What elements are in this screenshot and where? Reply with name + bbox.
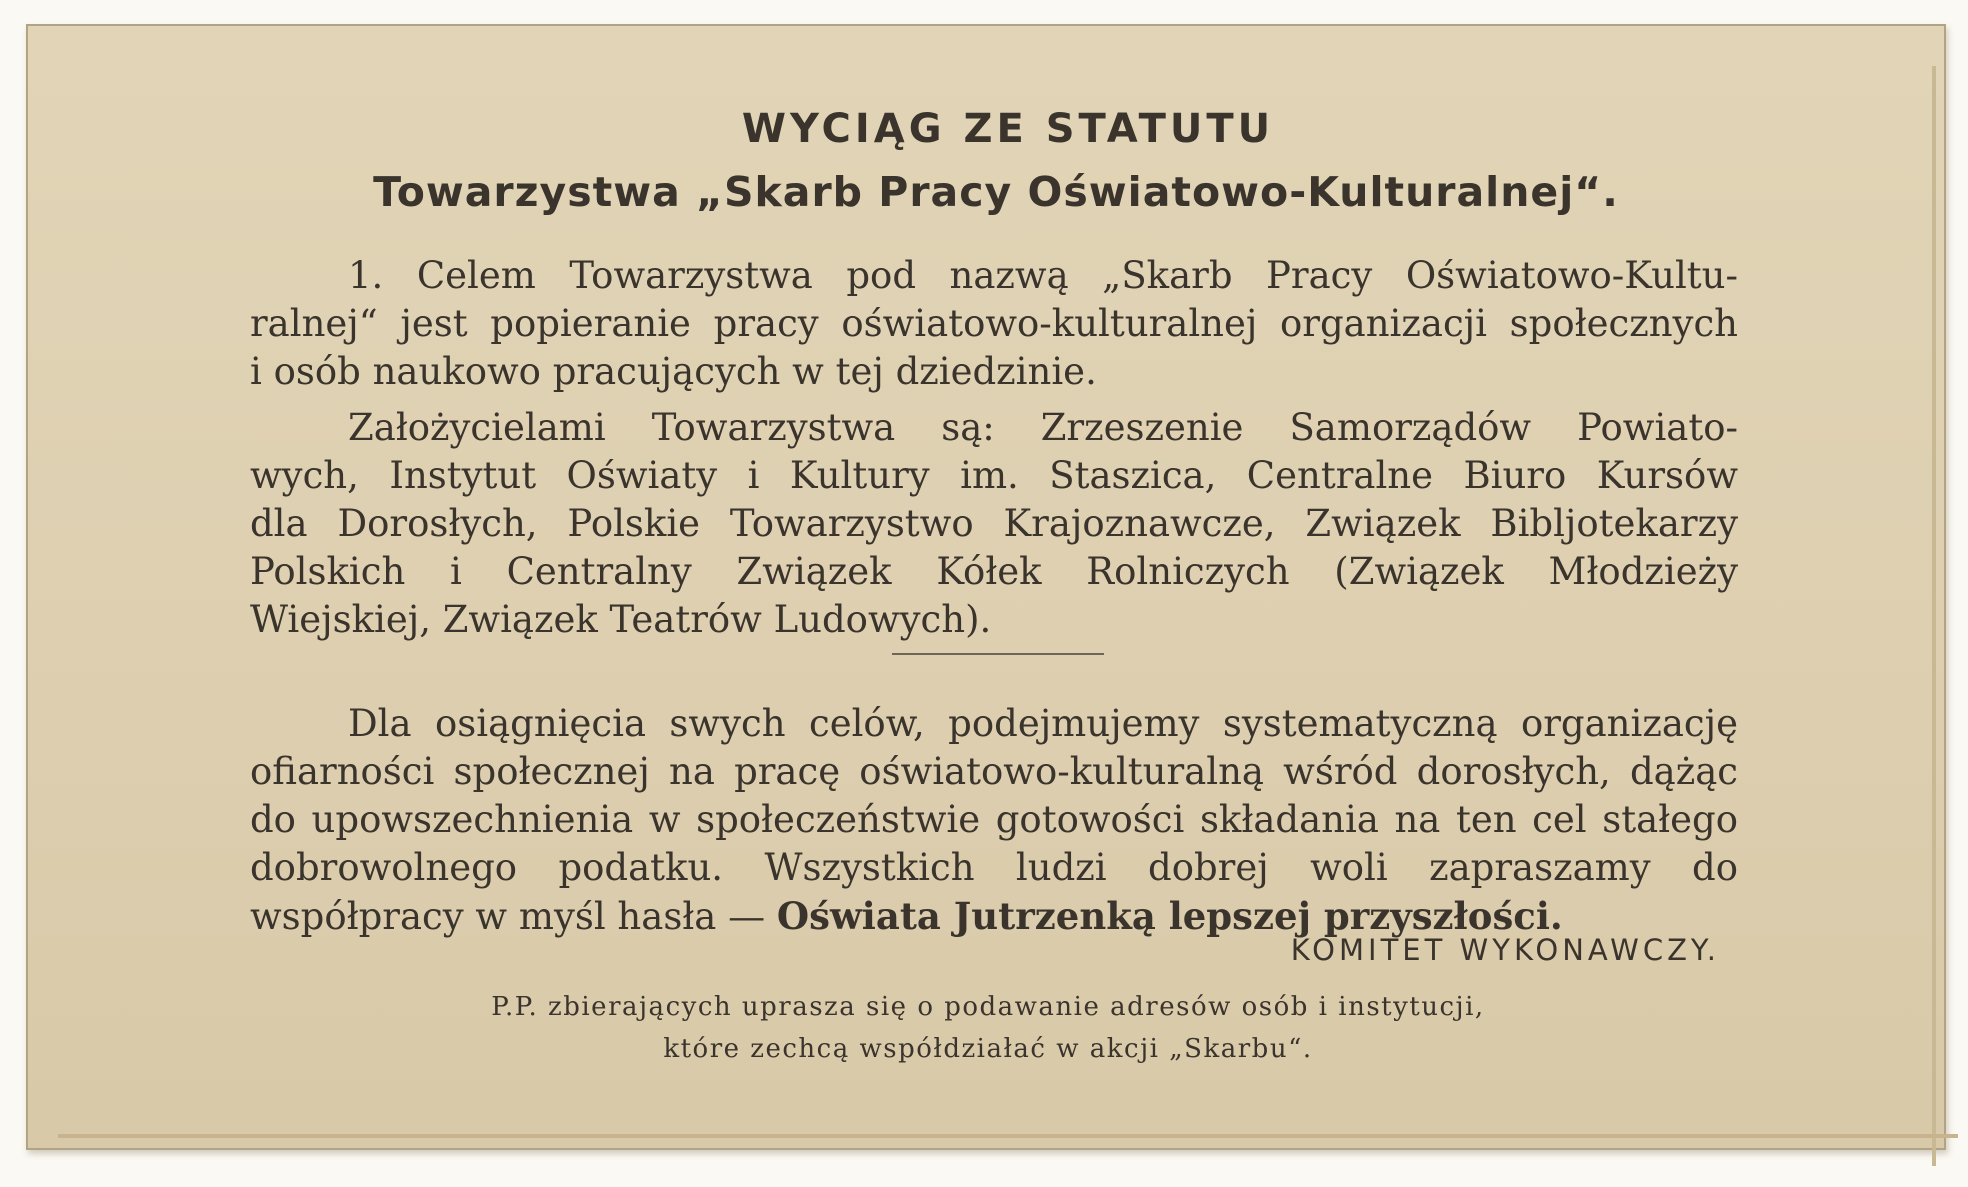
paragraph2-line5: Wiejskiej, Związek Teatrów Ludowych). (250, 598, 992, 641)
paragraph2-line2: wych, Instytut Oświaty i Kultury im. Staszica, Centralne Biuro Kursów (250, 454, 1738, 497)
paragraph1-line3: i osób naukowo pracujących w tej dziedzinie. (250, 350, 1097, 393)
paragraph3-line4: dobrowolnego podatku. Wszystkich ludzi dobrej woli zapraszamy do (250, 846, 1738, 889)
footnote-line1: P.P. zbierających uprasza się o podawanie adresów osób i instytucji, (491, 992, 1485, 1022)
document-content (28, 26, 1948, 1152)
document-subtitle: Towarzystwa „Skarb Pracy Oświatowo-Kulturalnej“. (373, 168, 1619, 216)
paragraph3-line5-text: współpracy w myśl hasła — (250, 895, 777, 938)
signature: KOMITET WYKONAWCZY. (1290, 933, 1720, 967)
motto: Oświata Jutrzenką lepszej przyszłości. (776, 894, 1563, 938)
paragraph1-line1: 1. Celem Towarzystwa pod nazwą „Skarb Pracy Oświatowo-Kultu- (348, 254, 1738, 297)
document-title: WYCIĄG ZE STATUTU (741, 106, 1275, 152)
paragraph3-line2: ofiarności społecznej na pracę oświatowo-kulturalną wśród dorosłych, dążąc (250, 750, 1738, 793)
paragraph2-line1: Założycielami Towarzystwa są: Zrzeszenie Samorządów Powiato- (348, 406, 1738, 449)
paragraph2-line4: Polskich i Centralny Związek Kółek Rolniczych (Związek Młodzieży (250, 550, 1738, 593)
paragraph3-line3: do upowszechnienia w społeczeństwie gotowości składania na ten cel stałego (250, 798, 1738, 841)
section-divider (892, 653, 1104, 655)
paragraph1-line2: ralnej“ jest popieranie pracy oświatowo-kulturalnej organizacji społecznych (250, 302, 1738, 345)
paragraph3-line1: Dla osiągnięcia swych celów, podejmujemy systematyczną organizację (348, 702, 1738, 745)
document-card (26, 24, 1946, 1150)
footnote-line2: które zechcą współdziałać w akcji „Skarbu“. (663, 1034, 1313, 1064)
paragraph2-line3: dla Dorosłych, Polskie Towarzystwo Krajoznawcze, Związek Bibljotekarzy (250, 502, 1738, 545)
